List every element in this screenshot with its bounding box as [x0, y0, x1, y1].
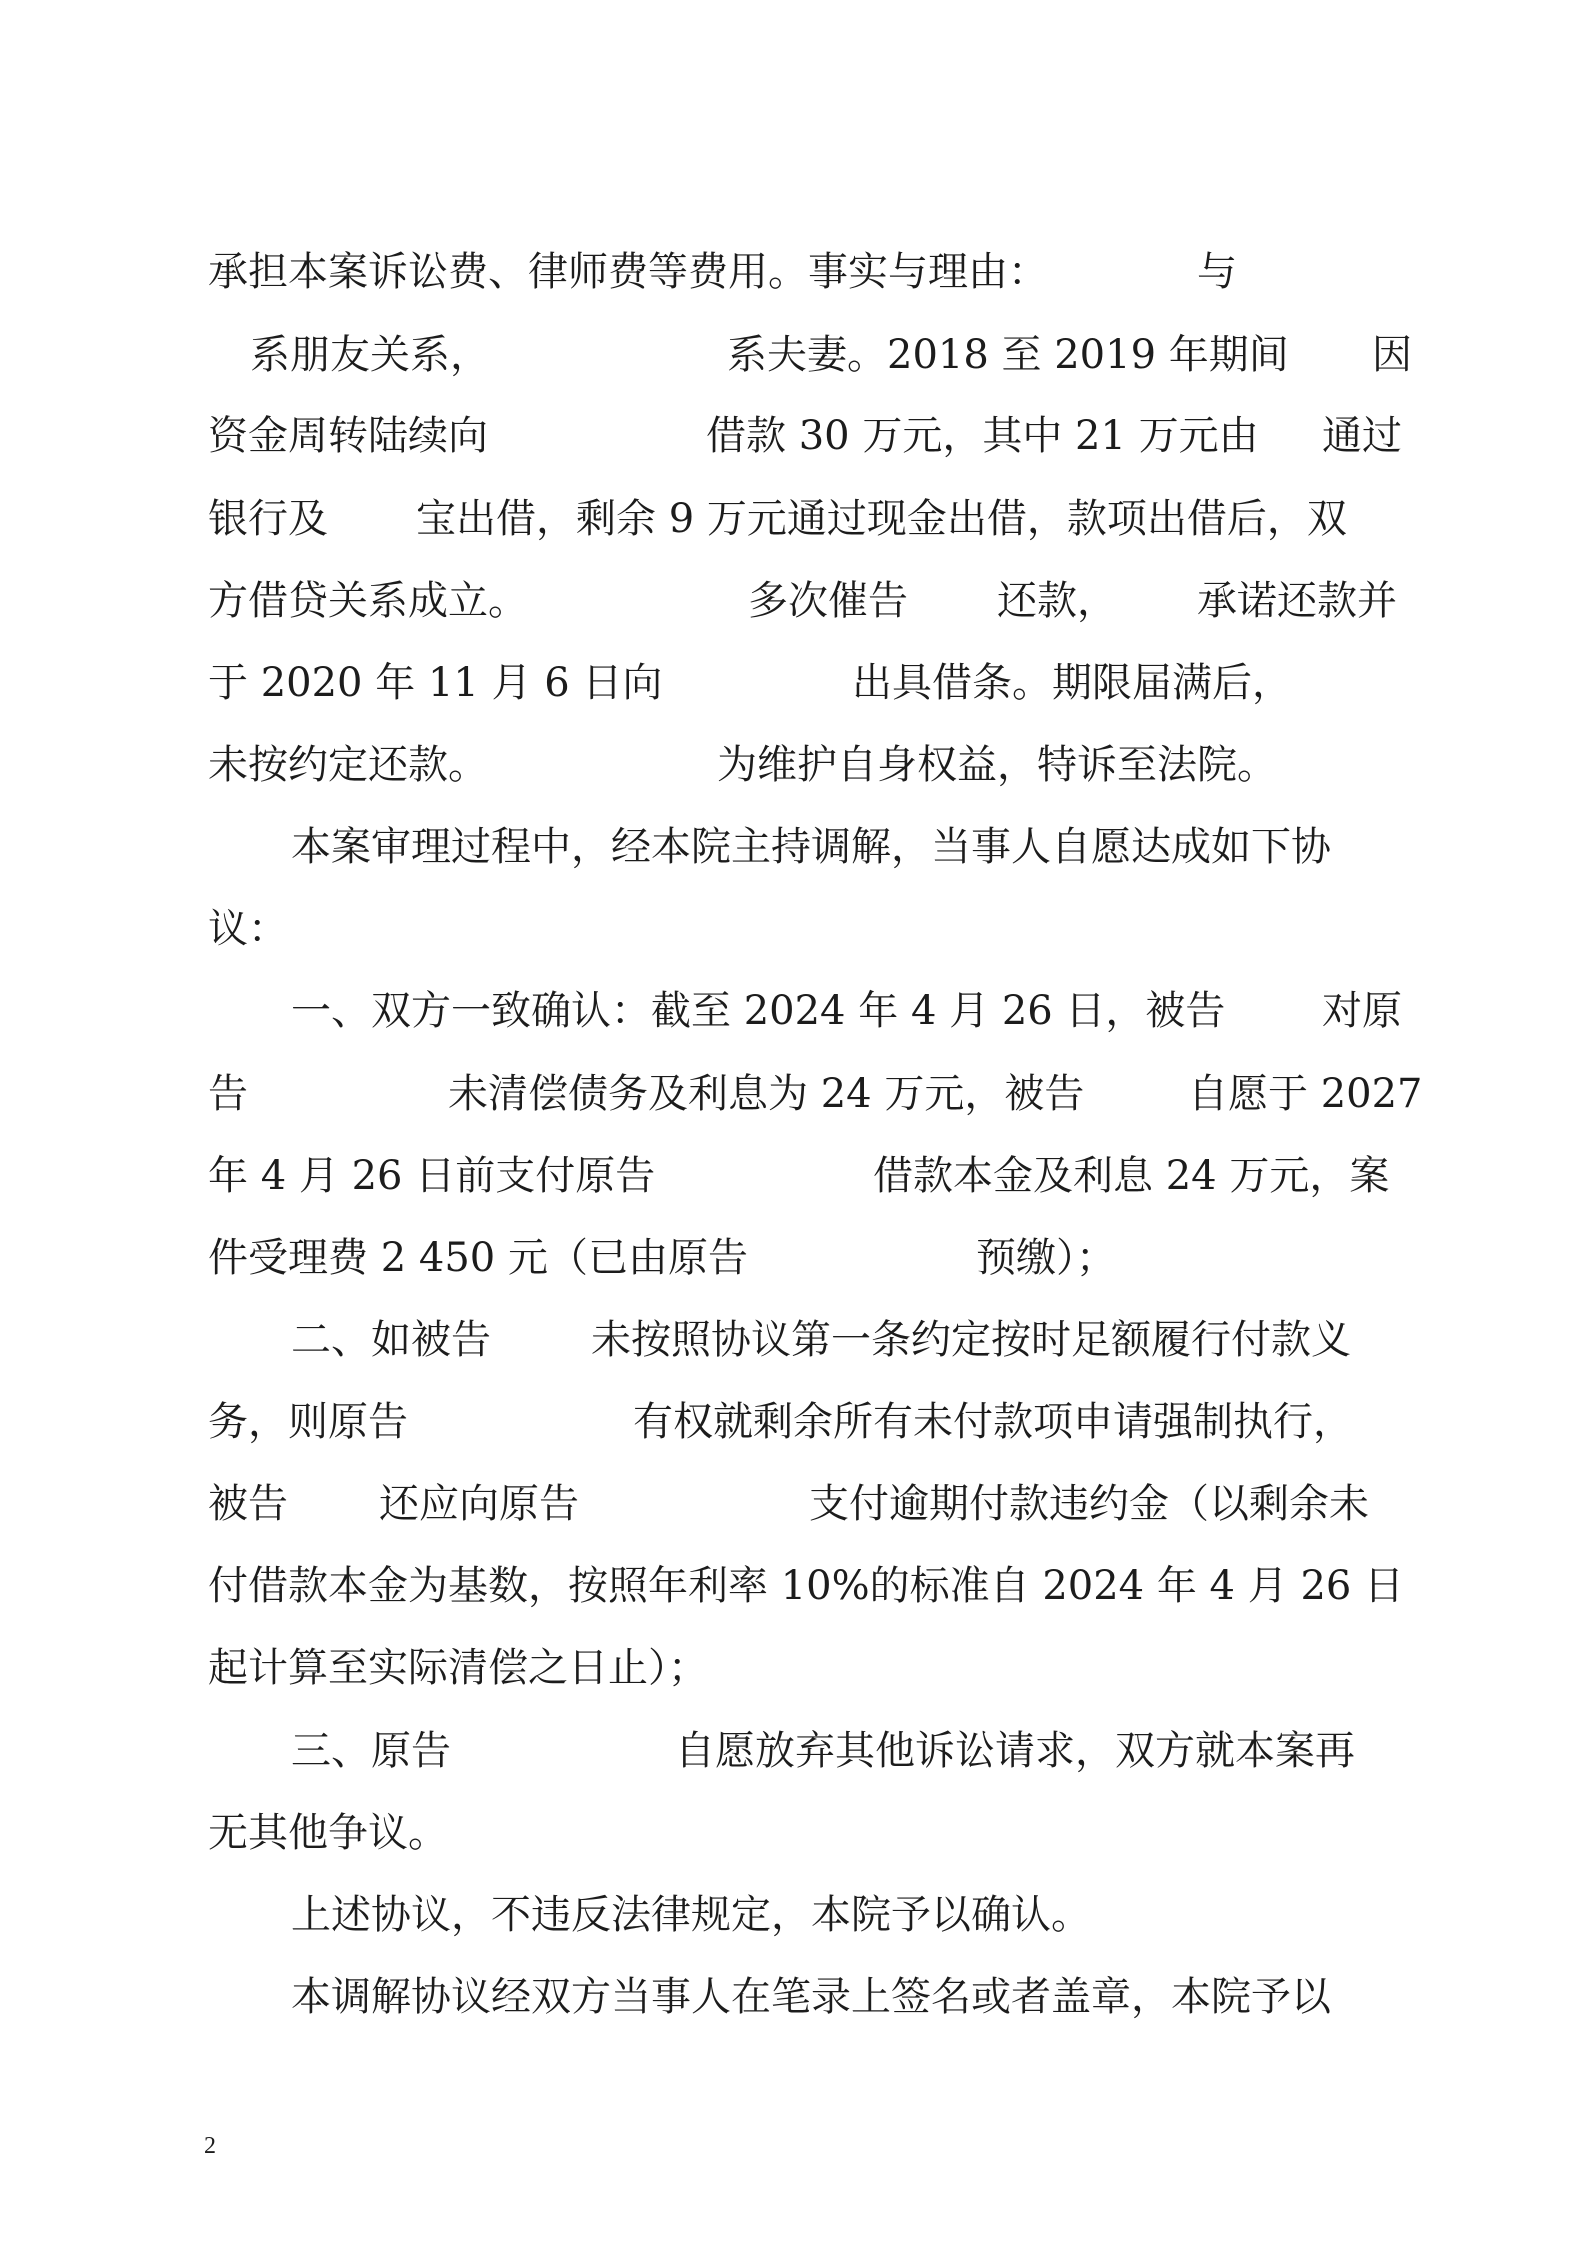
document-line-fragment: 自愿放弃其他诉讼请求，双方就本案再 [675, 1728, 1355, 1774]
document-line-fragment: 件受理费 2 450 元（已由原告 [208, 1235, 748, 1281]
document-line-fragment: 方借贷关系成立。 [208, 578, 528, 624]
document-line-fragment: 还应向原告 [379, 1481, 579, 1527]
document-line-fragment: 与 [1197, 249, 1237, 295]
document-line-fragment: 被告 [208, 1481, 288, 1527]
document-line-fragment: 预缴）； [976, 1235, 1116, 1281]
document-line-fragment: 承诺还款并 [1197, 578, 1397, 624]
document-line-fragment: 付借款本金为基数，按照年利率 10%的标准自 2024 年 4 月 26 日 [208, 1563, 1405, 1609]
document-line-fragment: 有权就剩余所有未付款项申请强制执行， [633, 1399, 1353, 1445]
document-line-fragment: 借款 30 万元，其中 21 万元由 [706, 413, 1259, 459]
page-number: 2 [204, 2133, 216, 2159]
document-line-fragment: 系夫妻。2018 至 2019 年期间 [727, 332, 1289, 378]
document-line-fragment: 对原 [1322, 988, 1402, 1034]
document-line-fragment: 本案审理过程中，经本院主持调解，当事人自愿达成如下协 [291, 824, 1331, 870]
document-line-fragment: 本调解协议经双方当事人在笔录上签名或者盖章，本院予以 [291, 1974, 1331, 2020]
document-line-fragment: 因 [1372, 332, 1412, 378]
document-line-fragment: 上述协议，不违反法律规定，本院予以确认。 [291, 1892, 1091, 1938]
document-line-fragment: 未按约定还款。 [208, 742, 488, 788]
document-line-fragment: 起计算至实际清偿之日止）； [208, 1645, 708, 1691]
document-line-fragment: 出具借条。期限届满后， [852, 660, 1292, 706]
document-line-fragment: 未按照协议第一条约定按时足额履行付款义 [591, 1317, 1351, 1363]
document-line-fragment: 还款， [997, 578, 1117, 624]
document-line-fragment: 银行及 [208, 496, 328, 542]
document-line-fragment: 为维护自身权益，特诉至法院。 [717, 742, 1277, 788]
document-line-fragment: 三、原告 [291, 1728, 451, 1774]
document-line-fragment: 资金周转陆续向 [208, 413, 488, 459]
document-line-fragment: 承担本案诉讼费、律师费等费用。事实与理由： [208, 249, 1048, 295]
document-line-fragment: 务，则原告 [208, 1399, 408, 1445]
document-line-fragment: 告 [208, 1071, 248, 1117]
document-line-fragment: 二、如被告 [291, 1317, 491, 1363]
document-line-fragment: 未清偿债务及利息为 24 万元，被告 [448, 1071, 1085, 1117]
document-line-fragment: 通过 [1322, 413, 1402, 459]
document-line-fragment: 一、双方一致确认：截至 2024 年 4 月 26 日，被告 [291, 988, 1226, 1034]
document-line-fragment: 系朋友关系， [250, 332, 490, 378]
document-line-fragment: 无其他争议。 [208, 1810, 448, 1856]
document-line-fragment: 自愿于 2027 [1188, 1071, 1423, 1117]
document-line-fragment: 借款本金及利息 24 万元，案 [873, 1153, 1390, 1199]
document-line-fragment: 支付逾期付款违约金（以剩余未 [809, 1481, 1369, 1527]
document-line-fragment: 议： [208, 906, 288, 952]
document-line-fragment: 多次催告 [748, 578, 908, 624]
document-line-fragment: 宝出借，剩余 9 万元通过现金出借，款项出借后，双 [416, 496, 1347, 542]
document-line-fragment: 于 2020 年 11 月 6 日向 [208, 660, 663, 706]
document-line-fragment: 年 4 月 26 日前支付原告 [208, 1153, 656, 1199]
